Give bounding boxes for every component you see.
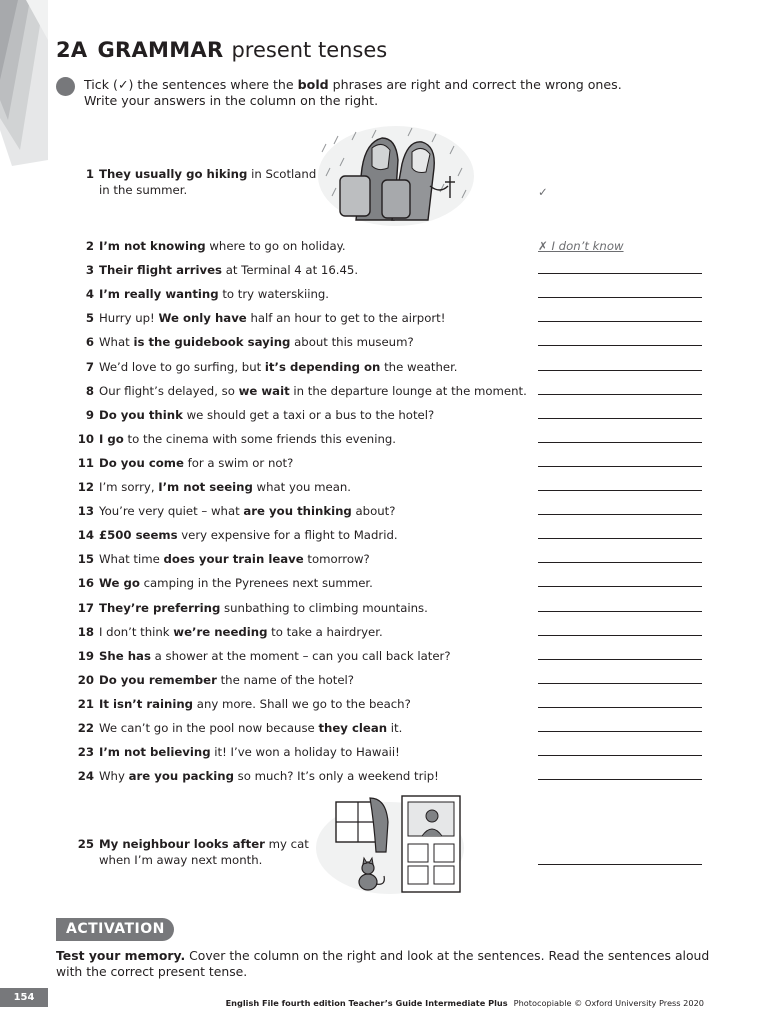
sentence-text: camping in the Pyrenees next summer. (139, 576, 373, 591)
exercise-item (70, 648, 530, 664)
exercise-number: 23 (77, 745, 94, 760)
sentence-continuation: in the summer. (99, 183, 188, 197)
answer-line[interactable] (538, 273, 702, 274)
exercise-sentence (99, 600, 428, 616)
sentence-text: We can’t go in the pool now because (99, 721, 319, 735)
exercise-item (70, 744, 530, 760)
answer-line[interactable] (538, 562, 702, 563)
exercise-item (70, 551, 530, 567)
bold-phrase: I’m not believing (99, 745, 211, 760)
activation-body: Cover the column on the right and look at the sentences. Read the sentences aloud with the correct present tense. (56, 948, 710, 979)
answer-line[interactable] (538, 683, 702, 684)
exercise-number: 22 (77, 721, 94, 735)
exercise-sentence (99, 238, 346, 254)
sentence-text: any more. Shall we go to the beach? (193, 696, 411, 711)
sentence-text: my cat (264, 837, 309, 851)
exercise-item (70, 431, 530, 447)
exercise-number: 11 (77, 455, 94, 470)
exercise-item (70, 166, 530, 198)
exercise-sentence (99, 551, 370, 567)
page-title (56, 36, 387, 64)
exercise-number: 4 (85, 287, 94, 302)
exercise-sentence (99, 431, 396, 447)
sentence-text: a shower at the moment – can you call back later? (150, 648, 451, 663)
answer-line[interactable] (538, 297, 702, 298)
sentence-text: tomorrow? (303, 552, 370, 567)
exercise-number: 17 (77, 600, 94, 615)
sentence-text: Why (99, 769, 129, 784)
sentence-text: very expensive for a flight to Madrid. (177, 528, 398, 543)
bold-phrase: They’re preferring (99, 600, 221, 615)
exercise-item (70, 720, 530, 736)
exercise-item (70, 768, 530, 784)
instructions-line-1: Tick (✓) the sentences where the bold phrases are right and correct the wrong ones. (84, 77, 622, 92)
page-number: 154 (0, 988, 48, 1007)
bold-phrase: does your train leave (163, 552, 304, 567)
exercise-number: 8 (85, 383, 94, 398)
sentence-text: about this museum? (290, 335, 414, 350)
exercise-sentence (99, 624, 383, 640)
exercise-number: 1 (85, 167, 94, 181)
tick-icon: ✓ (117, 77, 129, 92)
answer-line[interactable] (538, 755, 702, 756)
exercise-sentence (99, 527, 398, 543)
exercise-sentence (99, 286, 329, 302)
bold-phrase: I’m not seeing (158, 480, 253, 494)
exercise-number: 20 (77, 672, 94, 687)
sentence-text: about? (351, 504, 396, 519)
sentence-text: the weather. (380, 359, 458, 374)
exercise-item (70, 479, 530, 495)
exercise-number: 14 (77, 528, 94, 543)
exercise-sentence (99, 334, 414, 350)
exercise-sentence (99, 383, 527, 399)
exercise-item (70, 407, 530, 423)
exercise-number: 13 (77, 504, 94, 519)
window-cat-illustration (314, 792, 466, 896)
bold-phrase: It isn’t raining (99, 696, 194, 711)
exercise-item (70, 527, 530, 543)
sentence-text: to the cinema with some friends this evening. (123, 431, 396, 446)
sentence-text: it. (387, 721, 403, 735)
exercise-number: 15 (77, 552, 94, 567)
exercise-sentence (99, 310, 445, 326)
instructions-line-2: Write your answers in the column on the right. (84, 93, 379, 108)
sentence-text: You’re very quiet – what (99, 504, 244, 519)
exercise-sentence (99, 503, 395, 519)
answer-line[interactable] (538, 345, 702, 346)
instruction-bullet (56, 77, 75, 96)
bold-phrase: are you packing (128, 769, 234, 784)
exercise-sentence (99, 479, 351, 495)
bold-phrase: Do you think (99, 407, 183, 422)
exercise-item (70, 383, 530, 399)
answer-line[interactable] (538, 370, 702, 371)
bold-phrase: I’m not knowing (99, 239, 206, 253)
exercise-number: 19 (77, 648, 94, 663)
footer (226, 998, 704, 1008)
exercise-sentence (99, 648, 451, 664)
exercise-number: 21 (77, 696, 94, 711)
bold-phrase: we wait (238, 383, 290, 398)
exercise-sentence (99, 262, 358, 278)
answer-line[interactable] (538, 707, 702, 708)
answer-line[interactable] (538, 514, 702, 515)
exercise-item (70, 624, 530, 640)
sentence-text: Hurry up! (99, 311, 159, 326)
bold-phrase: are you thinking (243, 504, 352, 519)
exercise-item (70, 238, 530, 254)
instructions (84, 77, 622, 109)
answer-line[interactable] (538, 442, 702, 443)
exercise-item (70, 310, 530, 326)
exercise-number: 3 (85, 263, 94, 278)
answer-line[interactable] (538, 490, 702, 491)
exercise-number: 25 (77, 837, 94, 851)
exercise-number: 5 (85, 311, 94, 326)
answer-line[interactable] (538, 731, 702, 732)
bold-phrase: we’re needing (173, 624, 268, 639)
sentence-text: the name of the hotel? (216, 672, 355, 687)
sentence-text: what you mean. (252, 480, 352, 494)
exercise-item (70, 575, 530, 591)
exercise-sentence (99, 455, 293, 471)
answer-line[interactable] (538, 466, 702, 467)
exercise-sentence (99, 407, 434, 423)
sentence-text: half an hour to get to the airport! (246, 311, 446, 326)
answer-line[interactable] (538, 659, 702, 660)
exercise-sentence (99, 696, 411, 712)
activation-instructions (56, 948, 716, 980)
bold-phrase: Their flight arrives (99, 263, 222, 278)
sentence-text: for a swim or not? (183, 455, 294, 470)
bold-phrase: She has (99, 648, 151, 663)
sentence-text: What time (99, 552, 164, 567)
exercise-number: 24 (77, 769, 94, 784)
exercise-item (70, 359, 530, 375)
exercise-number: 6 (85, 335, 94, 350)
sentence-text: I don’t think (99, 624, 174, 639)
exercise-sentence (99, 672, 354, 688)
answer-line[interactable] (538, 418, 702, 419)
sentence-text: so much? It’s only a weekend trip! (233, 769, 439, 784)
exercise-sentence (99, 768, 439, 784)
bold-phrase: We only have (158, 311, 247, 326)
answer-line[interactable] (538, 864, 702, 865)
sentence-text: at Terminal 4 at 16.45. (222, 263, 359, 278)
answer-line[interactable] (538, 538, 702, 539)
exercise-item (70, 696, 530, 712)
sentence-text: We’d love to go surfing, but (99, 359, 265, 374)
answer-line[interactable] (538, 779, 702, 780)
exercise-sentence (99, 744, 400, 760)
exercise-item (70, 503, 530, 519)
sentence-text: in the departure lounge at the moment. (289, 383, 527, 398)
sentence-text: it! I’ve won a holiday to Hawaii! (210, 745, 400, 760)
exercise-number: 9 (85, 407, 94, 422)
bold-phrase: They usually go hiking (99, 167, 248, 181)
section-code: 2A (56, 38, 88, 62)
sentence-text: Our flight’s delayed, so (99, 383, 239, 398)
sentence-text: in Scotland (247, 167, 317, 181)
exercise-sentence (99, 166, 316, 198)
sentence-text: I’m sorry, (99, 480, 159, 494)
bold-phrase: it’s depending on (264, 359, 381, 374)
answer-line[interactable] (538, 635, 702, 636)
exercise-number: 7 (85, 359, 94, 374)
exercise-item (70, 455, 530, 471)
sentence-continuation: when I’m away next month. (99, 853, 263, 867)
exercise-item (70, 262, 530, 278)
exercise-item (70, 600, 530, 616)
exercise-item (70, 672, 530, 688)
section-subheading: present tenses (231, 38, 388, 62)
exercise-number: 10 (77, 431, 94, 446)
exercise-number: 2 (85, 239, 94, 253)
bold-phrase: they clean (318, 721, 388, 735)
answer-line[interactable] (538, 586, 702, 587)
bold-phrase: I go (99, 431, 124, 446)
exercise-number: 18 (77, 624, 94, 639)
answer-line[interactable] (538, 321, 702, 322)
bold-phrase: I’m really wanting (99, 287, 219, 302)
sentence-text: sunbathing to climbing mountains. (220, 600, 428, 615)
bold-phrase: £500 seems (99, 528, 178, 543)
exercise-sentence (99, 575, 373, 591)
exercise-sentence (99, 720, 402, 736)
tick-answer: ✓ (538, 185, 548, 199)
bold-phrase: Do you come (99, 455, 184, 470)
exercise-item (70, 286, 530, 302)
exercise-number: 12 (77, 480, 94, 494)
corner-decoration (0, 0, 48, 166)
section-heading: GRAMMAR (97, 38, 224, 62)
sentence-text: where to go on holiday. (205, 239, 346, 253)
exercise-sentence (99, 836, 309, 868)
sentence-text: we should get a taxi or a bus to the hotel? (182, 407, 435, 422)
activation-bold: Test your memory. (56, 948, 186, 963)
exercise-number: 16 (77, 576, 94, 591)
bold-phrase: is the guidebook saying (133, 335, 291, 350)
exercise-item (70, 334, 530, 350)
sentence-text: to take a hairdryer. (267, 624, 383, 639)
sentence-text: What (99, 335, 134, 350)
answer-line[interactable] (538, 611, 702, 612)
footer-copyright: Photocopiable © Oxford University Press 2020 (513, 998, 704, 1008)
correction-answer: ✗ I don’t know (538, 239, 624, 253)
activation-label: ACTIVATION (56, 918, 174, 941)
sentence-text: to try waterskiing. (218, 287, 329, 302)
bold-phrase: We go (99, 576, 140, 591)
bold-phrase: My neighbour looks after (99, 837, 265, 851)
exercise-sentence (99, 359, 458, 375)
bold-phrase: Do you remember (99, 672, 217, 687)
answer-line[interactable] (538, 394, 702, 395)
footer-book: English File fourth edition Teacher’s Guide Intermediate Plus (225, 998, 508, 1008)
